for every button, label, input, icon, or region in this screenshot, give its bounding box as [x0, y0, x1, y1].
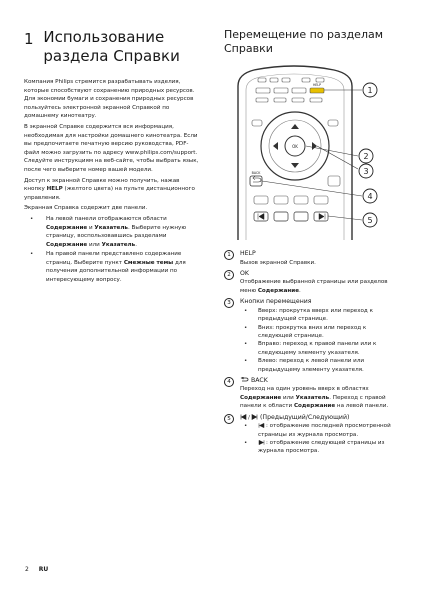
svg-text:/: / — [248, 414, 250, 420]
item-heading: BACK — [240, 377, 402, 386]
item-heading: / (Предыдущий/Следующий) — [240, 414, 402, 423]
list-item — [224, 377, 402, 411]
help-button-shape — [310, 88, 324, 93]
chapter-number: 1 — [24, 30, 34, 48]
page-number: 2 — [25, 566, 29, 573]
back-arrow-icon — [240, 377, 249, 383]
prev-track-icon — [258, 423, 265, 428]
sub-item: • : отображение последней просмотренной страницы из журнала просмотра. — [244, 423, 391, 438]
item-heading: Кнопки перемещения — [240, 298, 312, 306]
chapter-title: Использование раздела Справки — [43, 28, 180, 65]
sub-item: • Вправо: переход к правой панели или к следующему элементу указателя. — [244, 341, 377, 356]
item-text: Отображение выбранной страницы или разделов меню Содержание. — [240, 279, 388, 294]
intro-paragraph: Компания Philips стремится разрабатывать изделия, которые способствуют сохранению природных ресурсов. Для экономии бумаги и сохранения природных ресурсов пользуйтесь электронной экранной Справкой по домашнему кинотеатру. — [24, 79, 195, 120]
item-text: Переход на один уровень вверх в областях Содержание или Указатель. Переход с правой панели к области Содержание на левой панели. — [240, 386, 389, 410]
two-panels-paragraph: Экранная Справка содержит две панели. — [24, 205, 148, 212]
remote-control-drawing — [224, 64, 394, 240]
help-description-paragraph: В экранной Справке содержится вся информация, необходимая для настройки домашнего кинотеатра. Если вы предпочитаете печатную версию руководства, PDF-файл можно загрузить по адресу www.philips.com/support. Следуйте инструкциям на веб-сайте, чтобы выбрать язык, после чего выберите номер вашей модели. — [24, 123, 199, 173]
item-text: Вызов экранной Справки. — [240, 259, 316, 266]
list-item — [224, 298, 402, 374]
list-item — [224, 270, 402, 295]
language-code: RU — [38, 566, 49, 573]
item-heading: HELP — [240, 250, 256, 257]
item-heading: OK — [240, 269, 249, 277]
button-descriptions — [224, 250, 402, 456]
item-number: 3 — [224, 298, 234, 308]
section-title: Перемещение по разделам Справки — [224, 28, 384, 55]
callout-4-label: 4 — [367, 192, 373, 201]
item-number: 1 — [224, 250, 234, 260]
list-item — [224, 250, 402, 267]
page-footer — [25, 566, 48, 573]
callout-1-label: 1 — [367, 86, 373, 95]
bullet: • — [30, 215, 34, 222]
callout-3-label: 3 — [363, 167, 369, 176]
item-number: 5 — [224, 414, 234, 424]
bullet: • — [30, 251, 34, 258]
list-item: • На левой панели отображаются области Содержание и Указатель. Выберите нужную страницу, воспользовавшись разделами Содержание или Указатель. — [24, 215, 202, 249]
callout-5-label: 5 — [367, 216, 373, 225]
sub-item: • Вверх: прокрутка вверх или переход к предыдущей странице. — [244, 307, 373, 323]
right-column — [224, 28, 402, 459]
list-item: • На правой панели представлено содержание страниц. Выберите пункт Смежные темы для получения дополнительной информации по интересующему вопросу. — [24, 250, 202, 284]
left-column — [24, 28, 202, 286]
prev-next-icon — [240, 414, 258, 420]
sub-item: • : отображение следующей страницы из журнала просмотра. — [244, 440, 385, 455]
item-number: 2 — [224, 270, 234, 280]
help-label: HELP — [312, 83, 322, 87]
next-track-icon — [258, 440, 265, 445]
back-label: BACK — [251, 171, 261, 175]
ok-label: OK — [292, 144, 298, 149]
list-item — [224, 414, 402, 456]
sub-item: • Вниз: прокрутка вниз или переход к следующей странице. — [244, 324, 367, 339]
remote-illustration — [224, 64, 394, 240]
sub-item: • Влево: переход к левой панели или предыдущему элементу указателя. — [244, 358, 365, 373]
help-access-paragraph: Доступ к экранной Справке можно получить, нажав кнопку HELP (желтого цвета) на пульте дистанционного управления. — [24, 177, 195, 201]
chapter-heading — [24, 28, 202, 66]
item-number: 4 — [224, 377, 234, 387]
callout-2-label: 2 — [363, 152, 369, 161]
